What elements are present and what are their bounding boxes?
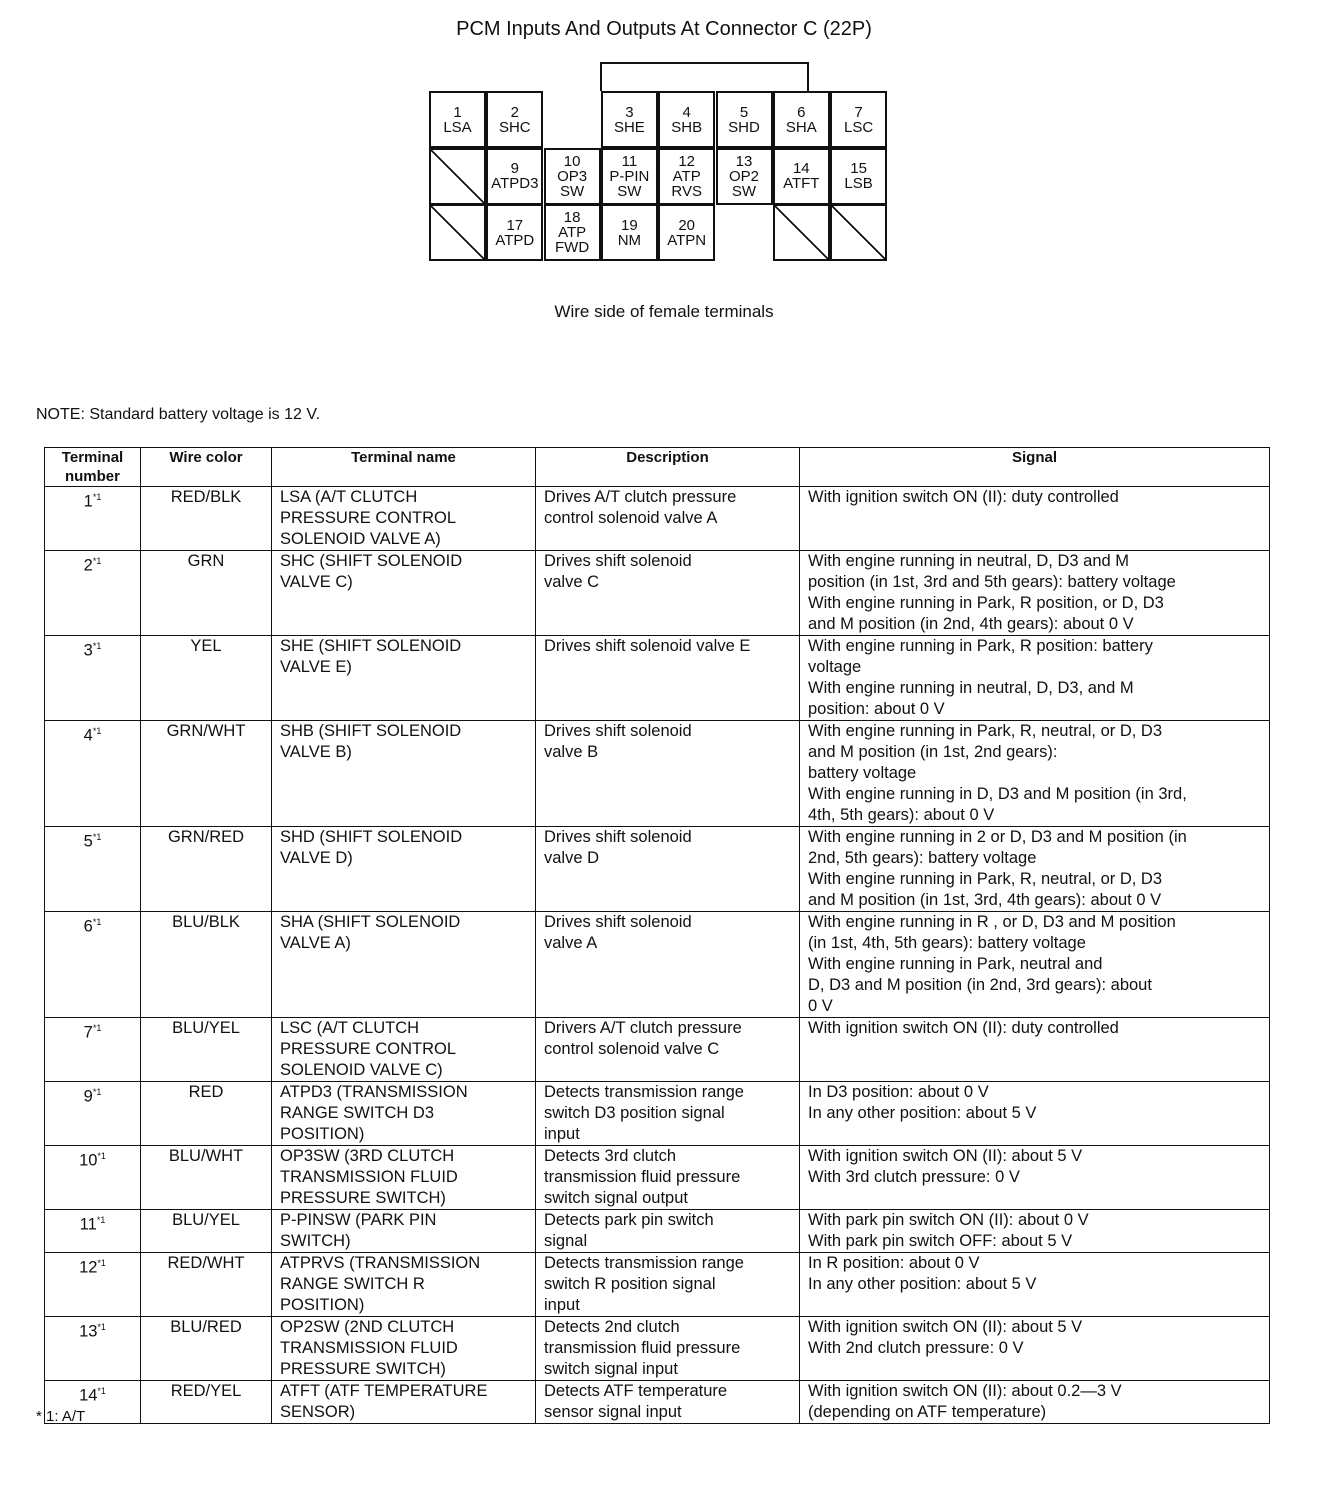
terminal-number: 14 [79, 1386, 98, 1405]
terminal-cell-name: LSC [844, 118, 874, 136]
terminal-cell [830, 148, 887, 205]
table-row [45, 827, 1270, 912]
signal-cell: With engine running in Park, R position: battery voltage With engine running in neutral, D, D3, and M position: about 0 V [800, 636, 1270, 721]
terminal-number-cell [45, 1082, 141, 1146]
wire-color-cell: RED/YEL [141, 1381, 272, 1424]
terminal-cell [830, 91, 887, 148]
terminal-cell-number: 1 [453, 103, 462, 121]
signal-cell: In R position: about 0 V In any other position: about 5 V [800, 1253, 1270, 1317]
signal-cell: With ignition switch ON (II): duty controlled [800, 1018, 1270, 1082]
terminal-cell-name: SHB [671, 118, 703, 136]
terminal-number-cell [45, 827, 141, 912]
footnote-marker: *1 [92, 1023, 102, 1033]
footnote-marker: *1 [92, 917, 102, 927]
terminal-cell-number: 11 [621, 152, 638, 170]
terminal-name-cell: SHD (SHIFT SOLENOID VALVE D) [272, 827, 536, 912]
description-cell: Drives A/T clutch pressure control solenoid valve A [536, 487, 800, 551]
terminal-cell-number: 9 [510, 160, 519, 177]
description-cell: Detects transmission range switch D3 position signal input [536, 1082, 800, 1146]
description-cell: Drives shift solenoid valve E [536, 636, 800, 721]
footnote-marker: *1 [97, 1151, 106, 1161]
terminal-cell [658, 204, 715, 261]
terminal-number: 7 [83, 1023, 93, 1042]
terminal-cell [773, 91, 830, 148]
terminal-name-cell: SHE (SHIFT SOLENOID VALVE E) [272, 636, 536, 721]
description-cell: Drives shift solenoid valve D [536, 827, 800, 912]
table-row [45, 551, 1270, 636]
description-cell: Drives shift solenoid valve B [536, 721, 800, 827]
signal-cell: With ignition switch ON (II): about 5 V With 3rd clutch pressure: 0 V [800, 1146, 1270, 1210]
terminal-cell-name: ATP RVS [671, 167, 702, 200]
header-description: Description [536, 448, 800, 487]
unused-terminal-cell [429, 204, 486, 261]
footnote-marker: *1 [97, 1386, 106, 1396]
connector-lock-tab [600, 62, 809, 91]
terminal-name-cell: SHA (SHIFT SOLENOID VALVE A) [272, 912, 536, 1018]
terminal-cell [716, 91, 773, 148]
terminal-cell-name: SHC [498, 118, 531, 136]
signal-cell: With ignition switch ON (II): duty controlled [800, 487, 1270, 551]
terminal-number: 5 [83, 832, 93, 851]
footnote: * 1: A/T [36, 1408, 86, 1425]
description-cell: Detects 3rd clutch transmission fluid pressure switch signal output [536, 1146, 800, 1210]
footnote-marker: *1 [92, 726, 102, 736]
terminal-cell [486, 204, 543, 261]
table-row [45, 1018, 1270, 1082]
terminal-cell-name: SHA [785, 118, 817, 136]
table-row [45, 636, 1270, 721]
terminal-table [44, 447, 1270, 1424]
footnote-marker: *1 [92, 556, 102, 566]
header-terminal-name: Terminal name [272, 448, 536, 487]
terminal-number-cell [45, 1317, 141, 1381]
signal-cell: With ignition switch ON (II): about 0.2—3 V (depending on ATF temperature) [800, 1381, 1270, 1424]
table-row [45, 1253, 1270, 1317]
signal-cell: With engine running in neutral, D, D3 and M position (in 1st, 3rd and 5th gears): battery voltage With engine running in Park, R position, or D, D3 and M position (in 2nd, 4th gears): about 0 V [800, 551, 1270, 636]
terminal-cell-name: ATFT [783, 175, 820, 192]
terminal-number-cell [45, 912, 141, 1018]
wire-color-cell: GRN [141, 551, 272, 636]
terminal-name-cell: LSC (A/T CLUTCH PRESSURE CONTROL SOLENOID VALVE C) [272, 1018, 536, 1082]
footnote-marker: *1 [97, 1258, 106, 1268]
terminal-number: 3 [83, 641, 93, 660]
terminal-number-cell [45, 721, 141, 827]
footnote-marker: *1 [92, 641, 102, 651]
description-cell: Detects 2nd clutch transmission fluid pressure switch signal input [536, 1317, 800, 1381]
header-signal: Signal [800, 448, 1270, 487]
terminal-name-cell: OP3SW (3RD CLUTCH TRANSMISSION FLUID PRESSURE SWITCH) [272, 1146, 536, 1210]
terminal-cell-name: ATPD3 [491, 175, 539, 192]
terminal-cell-name: LSB [844, 175, 873, 192]
terminal-cell-name: NM [617, 231, 642, 249]
wire-color-cell: RED/WHT [141, 1253, 272, 1317]
terminal-number-cell [45, 1146, 141, 1210]
terminal-number: 6 [83, 917, 93, 936]
signal-cell: In D3 position: about 0 V In any other position: about 5 V [800, 1082, 1270, 1146]
terminal-cell [601, 148, 658, 205]
terminal-number-cell [45, 1253, 141, 1317]
terminal-cell [601, 91, 658, 148]
terminal-cell-name: ATPD [495, 231, 535, 249]
terminal-cell-number: 18 [563, 209, 581, 226]
signal-cell: With park pin switch ON (II): about 0 V With park pin switch OFF: about 5 V [800, 1210, 1270, 1253]
wire-color-cell: RED [141, 1082, 272, 1146]
terminal-number: 11 [79, 1215, 97, 1234]
terminal-number: 2 [83, 556, 93, 575]
terminal-cell-number: 10 [563, 152, 581, 170]
unused-terminal-cell [429, 148, 486, 205]
description-cell: Detects park pin switch signal [536, 1210, 800, 1253]
terminal-number: 13 [79, 1322, 98, 1341]
terminal-cell-number: 15 [850, 160, 867, 177]
header-wire-color: Wire color [141, 448, 272, 487]
footnote-marker: *1 [92, 832, 102, 842]
terminal-cell-number: 3 [625, 103, 634, 121]
terminal-cell-name: OP3 SW [557, 167, 588, 200]
terminal-name-cell: P-PINSW (PARK PIN SWITCH) [272, 1210, 536, 1253]
signal-cell: With engine running in Park, R, neutral, or D, D3 and M position (in 1st, 2nd gears): battery voltage With engine running in D, D3 and M position (in 3rd, 4th, 5th gears): about 0 V [800, 721, 1270, 827]
terminal-cell [773, 148, 830, 205]
terminal-cell [716, 148, 773, 205]
terminal-cell-name: SHE [613, 118, 645, 136]
terminal-name-cell: OP2SW (2ND CLUTCH TRANSMISSION FLUID PRESSURE SWITCH) [272, 1317, 536, 1381]
terminal-cell-number: 7 [854, 103, 863, 121]
footnote-marker: *1 [92, 1087, 102, 1097]
terminal-number: 4 [83, 726, 93, 745]
terminal-cell-name: P-PIN SW [609, 167, 650, 200]
terminal-name-cell: SHC (SHIFT SOLENOID VALVE C) [272, 551, 536, 636]
page-title: PCM Inputs And Outputs At Connector C (22P) [456, 18, 872, 40]
table-row [45, 912, 1270, 1018]
terminal-cell-name: OP2 SW [728, 167, 759, 200]
terminal-number-cell [45, 551, 141, 636]
terminal-cell-number: 19 [621, 216, 638, 234]
wire-color-cell: RED/BLK [141, 487, 272, 551]
terminal-cell [544, 204, 601, 261]
terminal-cell-number: 6 [797, 103, 806, 121]
terminal-number-cell [45, 1018, 141, 1082]
terminal-cell-number: 4 [682, 103, 691, 121]
wire-color-cell: BLU/YEL [141, 1018, 272, 1082]
terminal-cell-number: 20 [678, 216, 696, 234]
terminal-cell-number: 14 [792, 160, 810, 177]
unused-terminal-cell [830, 204, 887, 261]
terminal-cell [486, 148, 543, 205]
terminal-cell [601, 204, 658, 261]
terminal-name-cell: ATPD3 (TRANSMISSION RANGE SWITCH D3 POSITION) [272, 1082, 536, 1146]
signal-cell: With engine running in 2 or D, D3 and M position (in 2nd, 5th gears): battery voltage With engine running in Park, R, neutral, or D, D3 and M position (in 1st, 3rd, 4th gears): about 0 V [800, 827, 1270, 912]
connector-caption: Wire side of female terminals [554, 302, 774, 321]
terminal-number: 10 [79, 1151, 98, 1170]
description-cell: Drives shift solenoid valve A [536, 912, 800, 1018]
terminal-cell-number: 5 [739, 103, 749, 121]
terminal-cell-name: SHD [728, 118, 760, 136]
terminal-cell-name: ATP FWD [555, 224, 590, 256]
terminal-name-cell: ATPRVS (TRANSMISSION RANGE SWITCH R POSITION) [272, 1253, 536, 1317]
terminal-cell [429, 91, 486, 148]
terminal-cell [658, 148, 715, 205]
table-row [45, 1082, 1270, 1146]
terminal-number-cell [45, 1210, 141, 1253]
terminal-name-cell: ATFT (ATF TEMPERATURE SENSOR) [272, 1381, 536, 1424]
terminal-number: 9 [83, 1087, 93, 1106]
table-row [45, 1381, 1270, 1424]
footnote-marker: *1 [92, 492, 102, 502]
terminal-cell [544, 148, 601, 205]
table-row [45, 487, 1270, 551]
terminal-number-cell [45, 487, 141, 551]
header-terminal-number: Terminal number [45, 448, 141, 487]
terminal-name-cell: LSA (A/T CLUTCH PRESSURE CONTROL SOLENOID VALVE A) [272, 487, 536, 551]
table-row [45, 721, 1270, 827]
terminal-name-cell: SHB (SHIFT SOLENOID VALVE B) [272, 721, 536, 827]
terminal-cell-name: LSA [443, 118, 472, 136]
terminal-cell-number: 13 [735, 152, 753, 170]
unused-terminal-cell [773, 204, 830, 261]
table-row [45, 1317, 1270, 1381]
table-header-row [45, 448, 1270, 487]
note: NOTE: Standard battery voltage is 12 V. [36, 406, 321, 423]
terminal-cell [658, 91, 715, 148]
terminal-cell-number: 2 [510, 103, 519, 121]
terminal-number-cell [45, 636, 141, 721]
signal-cell: With engine running in R , or D, D3 and M position (in 1st, 4th, 5th gears): battery voltage With engine running in Park, neutral and D, D3 and M position (in 2nd, 3rd gears): about 0 V [800, 912, 1270, 1018]
description-cell: Detects transmission range switch R position signal input [536, 1253, 800, 1317]
terminal-number: 12 [79, 1258, 98, 1277]
footnote-marker: *1 [97, 1322, 106, 1332]
table-row [45, 1210, 1270, 1253]
terminal-cell-number: 17 [506, 216, 524, 234]
footnote-marker: *1 [96, 1215, 106, 1225]
terminal-cell-name: ATPN [667, 231, 707, 249]
wire-color-cell: GRN/RED [141, 827, 272, 912]
wire-color-cell: BLU/YEL [141, 1210, 272, 1253]
connector-diagram [429, 62, 889, 262]
wire-color-cell: BLU/WHT [141, 1146, 272, 1210]
signal-cell: With ignition switch ON (II): about 5 V With 2nd clutch pressure: 0 V [800, 1317, 1270, 1381]
wire-color-cell: BLU/BLK [141, 912, 272, 1018]
description-cell: Detects ATF temperature sensor signal input [536, 1381, 800, 1424]
terminal-cell [486, 91, 543, 148]
description-cell: Drivers A/T clutch pressure control solenoid valve C [536, 1018, 800, 1082]
terminal-cell-number: 12 [678, 152, 696, 170]
wire-color-cell: GRN/WHT [141, 721, 272, 827]
terminal-number: 1 [83, 492, 93, 511]
description-cell: Drives shift solenoid valve C [536, 551, 800, 636]
wire-color-cell: YEL [141, 636, 272, 721]
wire-color-cell: BLU/RED [141, 1317, 272, 1381]
table-row [45, 1146, 1270, 1210]
